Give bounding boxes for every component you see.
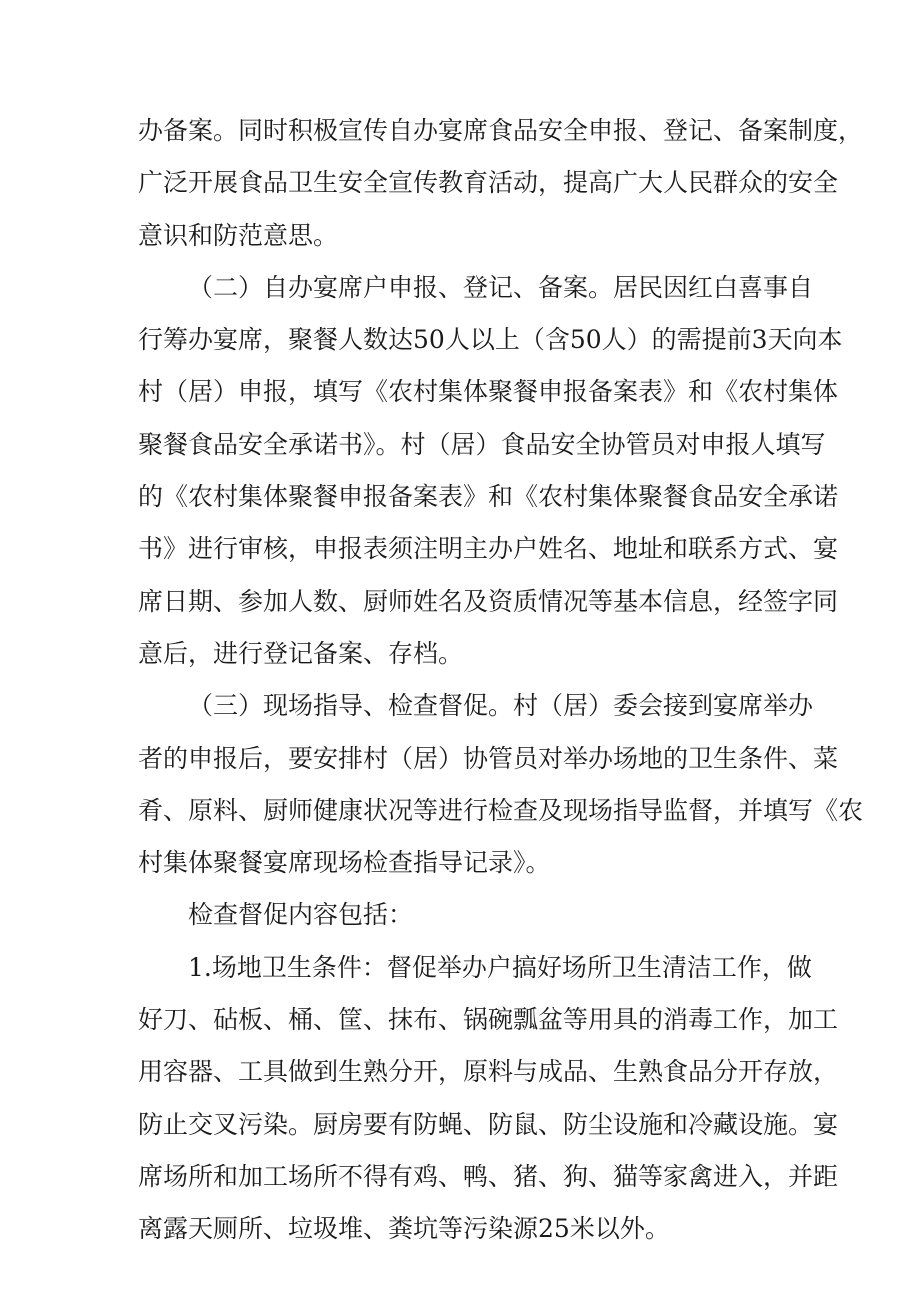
text-line: 离露天厕所、垃圾堆、粪坑等污染源25米以外。: [138, 1214, 670, 1244]
text-line: 村集体聚餐宴席现场检查指导记录》。: [138, 848, 551, 878]
text-line: （三）现场指导、检查督促。村（居）委会接到宴席举办: [188, 691, 814, 721]
document-body: [138, 105, 864, 1256]
text-line: 意后，进行登记备案、存档。: [138, 638, 464, 668]
text-line: 防止交叉污染。厨房要有防蝇、防鼠、防尘设施和冷藏设施。宴: [138, 1109, 839, 1139]
text-line: 好刀、砧板、桶、筐、抹布、锅碗瓢盆等用具的消毒工作，加工: [138, 1005, 839, 1035]
text-line: 检查督促内容包括：: [188, 900, 414, 930]
paragraph-3: [138, 680, 864, 889]
text-line: 用容器、工具做到生熟分开，原料与成品、生熟食品分开存放，: [138, 1057, 839, 1087]
text-line: 1.场地卫生条件：督促举办户搞好场所卫生清洁工作，做: [188, 952, 812, 982]
text-line: 意识和防范意思。: [138, 220, 339, 250]
text-line: 者的申报后，要安排村（居）协管员对举办场地的卫生条件、菜: [138, 743, 839, 773]
text-line: 肴、原料、厨师健康状况等进行检查及现场指导监督，并填写《农: [138, 795, 864, 825]
text-line: 行筹办宴席，聚餐人数达50人以上（含50人）的需提前3天向本: [138, 325, 843, 355]
text-line: 广泛开展食品卫生安全宣传教育活动，提高广大人民群众的安全: [138, 168, 839, 198]
text-line: （二）自办宴席户申报、登记、备案。居民因红白喜事自: [188, 272, 814, 302]
paragraph-1: [138, 105, 864, 262]
text-line: 办备案。同时积极宣传自办宴席食品安全申报、登记、备案制度，: [138, 116, 864, 145]
text-line: 席场所和加工场所不得有鸡、鸭、猪、狗、猫等家禽进入，并距: [138, 1161, 839, 1191]
text-line: 村（居）申报，填写《农村集体聚餐申报备案表》和《农村集体: [138, 377, 839, 407]
text-line: 书》进行审核，申报表须注明主办户姓名、地址和联系方式、宴: [138, 534, 839, 564]
text-line: 聚餐食品安全承诺书》。村（居）食品安全协管员对申报人填写: [138, 429, 826, 459]
text-line: 的《农村集体聚餐申报备案表》和《农村集体聚餐食品安全承诺: [138, 482, 839, 512]
paragraph-2: [138, 262, 843, 680]
paragraph-4: [138, 889, 784, 941]
paragraph-5: [138, 942, 839, 1256]
text-line: 席日期、参加人数、厨师姓名及资质情况等基本信息，经签字同: [138, 586, 839, 616]
